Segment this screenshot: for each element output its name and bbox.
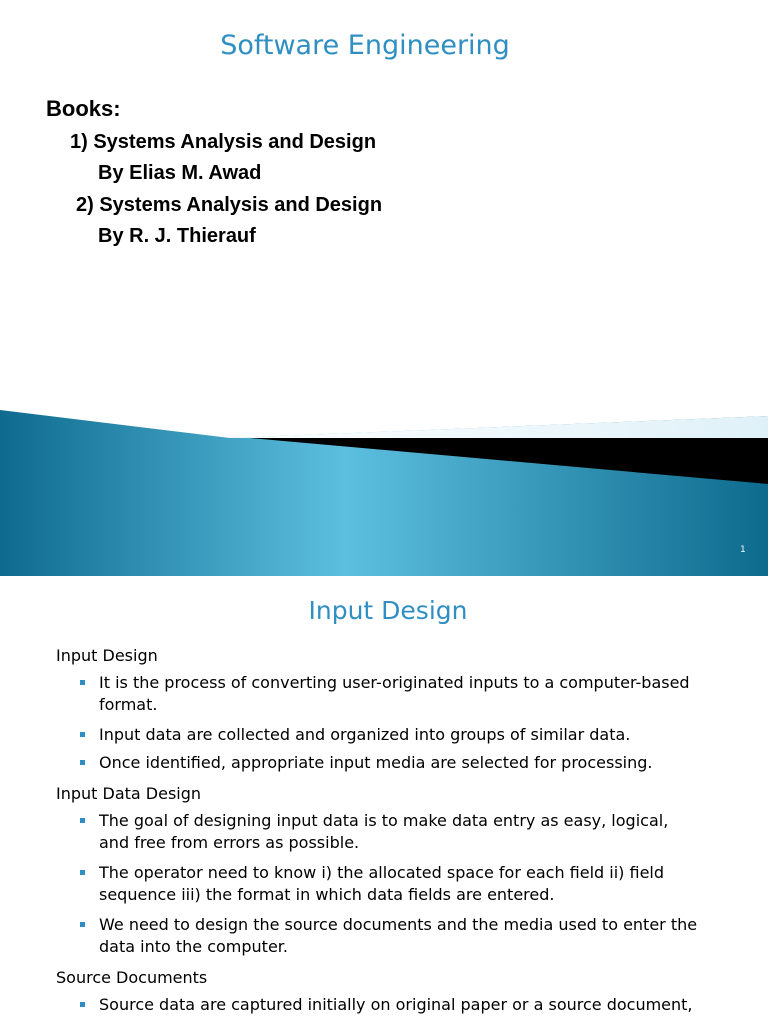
decorative-wave-band: [0, 410, 768, 576]
book-2-title: 2) Systems Analysis and Design: [76, 194, 383, 216]
slide-2-title: Input Design: [308, 596, 468, 625]
bullet-icon: [80, 870, 85, 875]
book-2-author: By R. J. Thierauf: [98, 225, 256, 247]
bullet-text: Once identified, appropriate input media are selected for processing.: [99, 753, 653, 772]
book-1-author: By Elias M. Awad: [98, 162, 262, 184]
bullet-icon: [80, 760, 85, 765]
slide-1-title: Software Engineering: [220, 30, 510, 61]
bullet-icon: [80, 680, 85, 685]
bullet-text: The operator need to know i) the allocated space for each field ii) field sequence iii) the format in which data fields are entered.: [99, 863, 665, 904]
bullet-text: Source data are captured initially on original paper or a source document,: [99, 995, 693, 1014]
bullet-icon: [80, 732, 85, 737]
section-heading-input-data-design: Input Data Design: [56, 784, 202, 803]
slide-2: [0, 576, 768, 1024]
bullet-text: It is the process of converting user-originated inputs to a computer-based format.: [99, 673, 690, 714]
section-heading-source-documents: Source Documents: [56, 968, 208, 987]
bullet-text: The goal of designing input data is to make data entry as easy, logical, and free from errors as possible.: [99, 811, 669, 852]
book-1-title: 1) Systems Analysis and Design: [70, 131, 377, 153]
bullet-icon: [80, 1002, 85, 1007]
section-heading-input-design: Input Design: [56, 646, 158, 665]
page-number: 1: [740, 545, 746, 555]
bullet-icon: [80, 922, 85, 927]
bullet-text: We need to design the source documents and the media used to enter the data into the computer.: [99, 915, 698, 956]
books-heading: Books:: [46, 96, 121, 121]
bullet-text: Input data are collected and organized into groups of similar data.: [99, 725, 631, 744]
bullet-icon: [80, 818, 85, 823]
